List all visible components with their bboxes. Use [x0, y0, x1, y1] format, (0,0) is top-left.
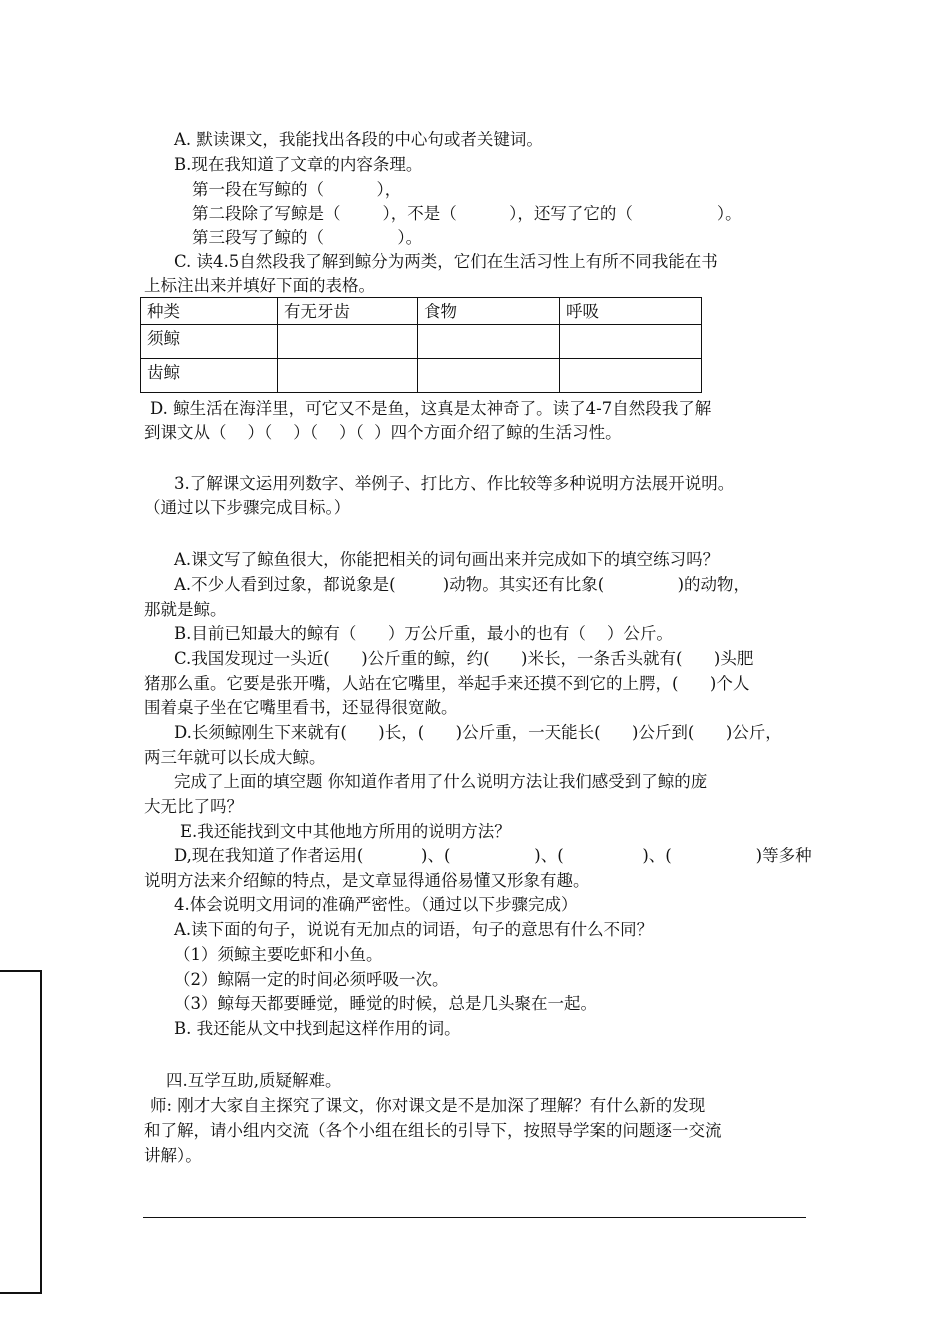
text-line: C. 读4.5自然段我了解到鲸分为两类，它们在生活习性上有所不同我能在书	[174, 252, 718, 271]
table-cell-food	[418, 359, 560, 393]
text-line: 完成了上面的填空题 你知道作者用了什么说明方法让我们感受到了鲸的庞	[174, 772, 708, 791]
text-line: A.读下面的句子，说说有无加点的词语，句子的意思有什么不同？	[174, 920, 654, 939]
text-line: 第二段除了写鲸是（ ），不是（ ），还写了它的（ ）。	[192, 204, 742, 223]
table-header-cell: 呼吸	[560, 298, 702, 325]
table-cell-teeth	[278, 325, 418, 359]
text-line: 猪那么重。它要是张开嘴，人站在它嘴里，举起手来还摸不到它的上腭，( )个人	[144, 674, 750, 693]
text-line: 两三年就可以长成大鲸。	[144, 748, 326, 767]
text-line: B.目前已知最大的鲸有（ ）万公斤重，最小的也有（ ）公斤。	[174, 624, 673, 643]
text-line: 上标注出来并填好下面的表格。	[144, 276, 375, 295]
table-row	[141, 359, 702, 393]
text-line: 到课文从（ ）（ ）（ ）（ ）四个方面介绍了鲸的生活习性。	[144, 423, 622, 442]
text-line: B.现在我知道了文章的内容条理。	[174, 155, 423, 174]
whale-comparison-table	[140, 297, 702, 393]
text-line: （1）须鲸主要吃虾和小鱼。	[174, 945, 383, 964]
table-cell-breathing	[560, 325, 702, 359]
section-heading: 3.了解课文运用列数字、举例子、打比方、作比较等多种说明方法展开说明。	[174, 474, 735, 493]
text-line: 那就是鲸。	[144, 600, 227, 619]
text-line: （2）鲸隔一定的时间必须呼吸一次。	[174, 970, 449, 989]
table-cell-food	[418, 325, 560, 359]
text-line: （3）鲸每天都要睡觉，睡觉的时候，总是几头聚在一起。	[174, 994, 597, 1013]
text-line: 和了解，请小组内交流（各个小组在组长的引导下，按照导学案的问题逐一交流	[144, 1121, 722, 1140]
section-heading: 四.互学互助,质疑解难。	[166, 1071, 342, 1090]
text-line: 第一段在写鲸的（ ），	[192, 180, 402, 199]
section-heading: 4.体会说明文用词的准确严密性。（通过以下步骤完成）	[174, 895, 578, 914]
text-line: C.我国发现过一头近( )公斤重的鲸，约( )米长，一条舌头就有( )头肥	[174, 649, 754, 668]
table-header-cell: 食物	[418, 298, 560, 325]
text-line: D. 鲸生活在海洋里，可它又不是鱼，这真是太神奇了。读了4-7自然段我了解	[150, 399, 712, 418]
table-header-cell: 有无牙齿	[278, 298, 418, 325]
table-header-cell: 种类	[141, 298, 278, 325]
text-line: A.课文写了鲸鱼很大，你能把相关的词句画出来并完成如下的填空练习吗？	[174, 550, 720, 569]
table-row	[141, 325, 702, 359]
text-line: 大无比了吗？	[144, 797, 243, 816]
margin-binding-box	[0, 970, 42, 1294]
text-line: 围着桌子坐在它嘴里看书，还显得很宽敞。	[144, 698, 458, 717]
table-header-row	[141, 298, 702, 325]
text-line: 师: 刚才大家自主探究了课文，你对课文是不是加深了理解？有什么新的发现	[150, 1096, 706, 1115]
text-line: D,现在我知道了作者运用( )、( )、( )、( )等多种	[174, 846, 812, 865]
text-line: 说明方法来介绍鲸的特点，是文章显得通俗易懂又形象有趣。	[144, 871, 590, 890]
table-cell-breathing	[560, 359, 702, 393]
table-row-label: 齿鲸	[141, 359, 278, 393]
text-line: A. 默读课文，我能找出各段的中心句或者关键词。	[174, 130, 543, 149]
text-line: 第三段写了鲸的（ ）。	[192, 228, 423, 247]
text-line: 讲解）。	[144, 1146, 202, 1165]
footer-rule	[143, 1217, 806, 1218]
table-cell-teeth	[278, 359, 418, 393]
text-line: E.我还能找到文中其他地方所用的说明方法？	[180, 822, 511, 841]
text-line: B. 我还能从文中找到起这样作用的词。	[174, 1019, 461, 1038]
text-line: A.不少人看到过象，都说象是( )动物。其实还有比象( )的动物，	[174, 575, 751, 594]
text-line: （通过以下步骤完成目标。）	[144, 498, 351, 517]
table-row-label: 须鲸	[141, 325, 278, 359]
text-line: D.长须鲸刚生下来就有( )长，( )公斤重，一天能长( )公斤到( )公斤，	[174, 723, 782, 742]
